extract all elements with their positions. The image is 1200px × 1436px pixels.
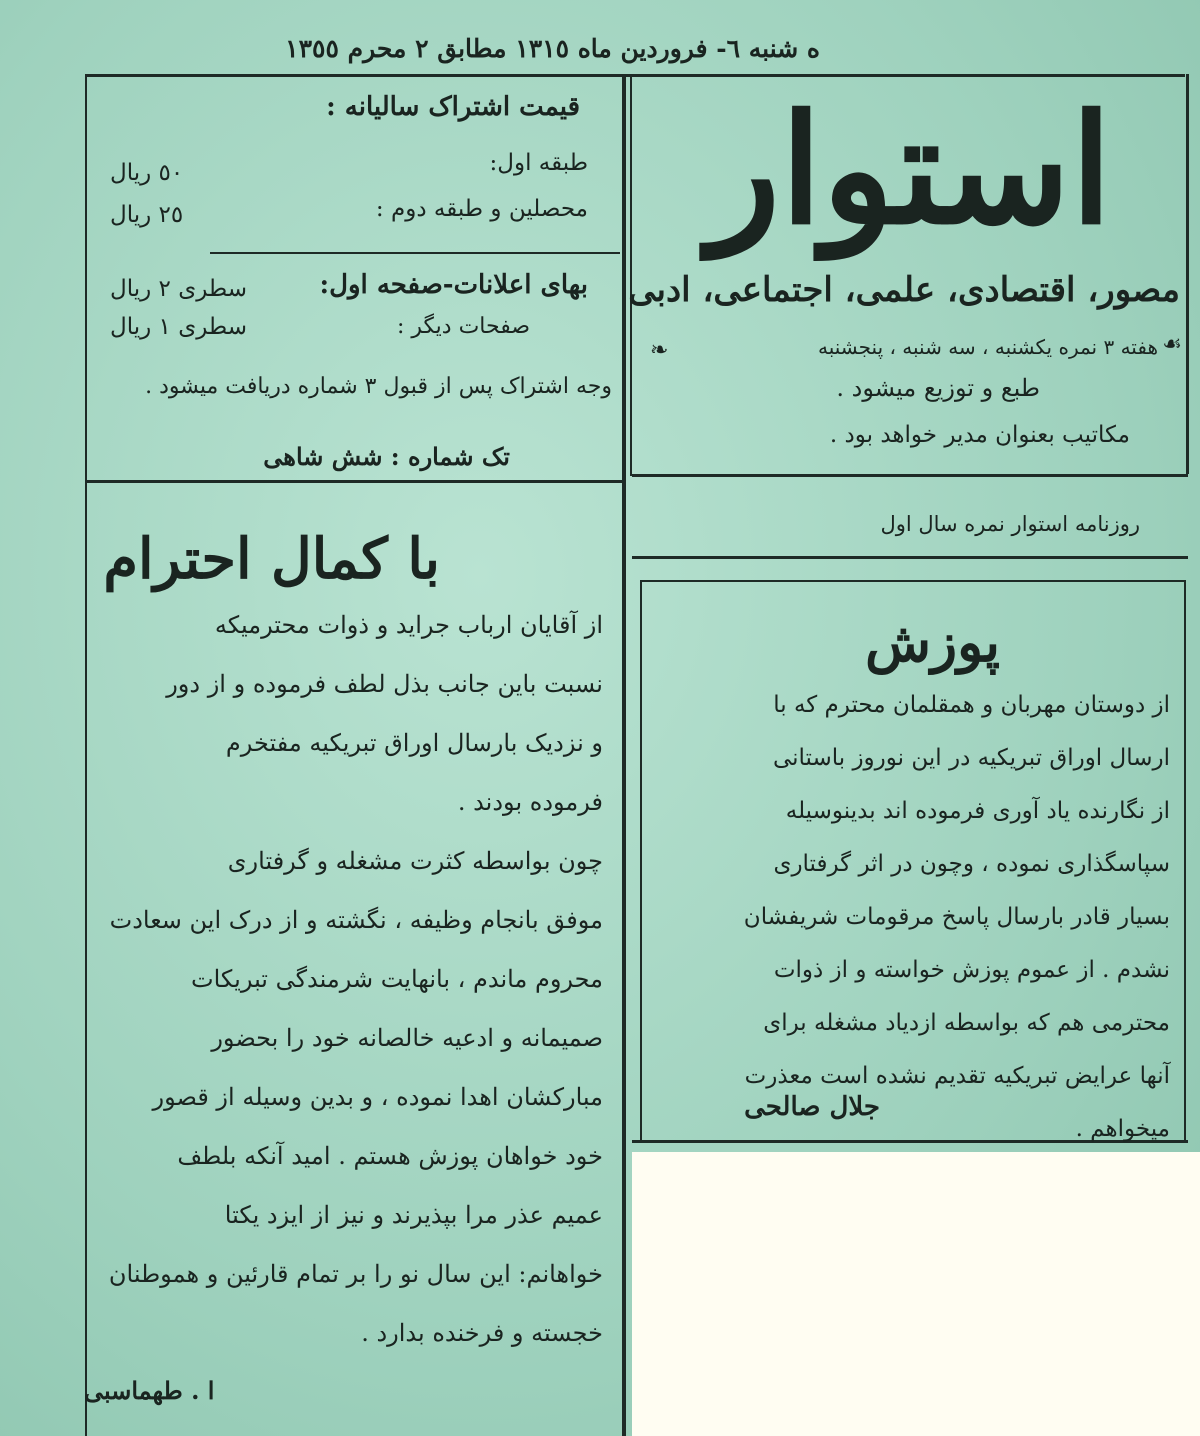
article-line: و نزدیک بارسال اوراق تبریکیه مفتخرم [225,729,603,757]
article-line: موفق بانجام وظیفه ، نگشته و از درک این سعادت [109,906,603,934]
article-line: فرموده بودند . [457,788,603,816]
article-line: آنها عرایض تبریکیه تقدیم نشده است معذرت [744,1063,1170,1089]
tier1-price: ٥٠ ریال [110,160,184,186]
schedule-line-2: طبع و توزیع میشود . [836,374,1040,402]
article-line: سپاسگذاری نموده ، وچون در اثر گرفتاری [773,851,1170,877]
ornament-left-icon: ❧ [650,338,669,363]
left-article-title: با کمال احترام [103,526,440,592]
right-article-body [650,690,1170,1140]
tier1-label: طبقه اول: [489,150,588,176]
tier2-label: محصلین و طبقه دوم : [375,196,588,222]
correspondence-note: مکاتیب بعنوان مدیر خواهد بود . [829,422,1130,448]
article-line: خجسته و فرخنده بدارد . [361,1319,603,1347]
article-line: محترمی هم که بواسطه ازدیاد مشغله برای [763,1010,1170,1036]
article-line: چون بواسطه کثرت مشغله و گرفتاری [227,847,603,875]
article-line: از دوستان مهربان و همقلمان محترم که با [773,692,1170,718]
payment-note: وجه اشتراک پس از قبول ٣ شماره دریافت میشود . [145,374,612,399]
center-vertical-rule [622,76,626,1436]
article-line: ارسال اوراق تبریکیه در این نوروز باستانی [772,745,1170,771]
article-line: میخواهم . [1075,1116,1170,1142]
ads-other-price: سطری ١ ریال [110,314,248,340]
article-line: از نگارنده یاد آوری فرموده اند بدینوسیله [785,798,1170,824]
article-line: از آقایان ارباب جراید و ذوات محترمیکه [214,611,603,639]
ads-other-label: صفحات دیگر : [396,314,530,339]
article-line: نسبت باین جانب بذل لطف فرموده و از دور [166,670,603,698]
issue-line: روزنامه استوار نمره سال اول [880,512,1140,536]
right-article-title: پوزش [865,610,1000,674]
left-article-signature: ا . طهماسبی [84,1376,215,1405]
masthead-subtitle: مصور، اقتصادی، علمی، اجتماعی، ادبی [628,270,1180,310]
issue-line-rule [632,556,1188,559]
apology-box-top [640,580,1186,582]
article-line: بسیار قادر بارسال پاسخ مرقومات شریفشان [743,904,1170,930]
schedule-line-1: هفته ٣ نمره یکشنبه ، سه شنبه ، پنجشنبه [817,335,1158,359]
apology-box-right [1184,580,1186,1140]
apology-box-left [640,580,642,1140]
masthead-title: استوار [707,82,1113,258]
left-article-body [98,610,603,1410]
right-article-signature: جلال صالحی [744,1092,880,1122]
ornament-right-icon: ☙ [1162,332,1182,357]
article-line: محروم ماندم ، بانهایت شرمندگی تبریکات [190,965,603,993]
masthead-bottom-rule [632,474,1188,477]
single-issue-price: تک شماره : شش شاهی [263,442,510,471]
blank-region [632,1152,1200,1436]
article-line: خود خواهان پوزش هستم . امید آنکه بلطف [177,1142,603,1170]
ads-label: بهای اعلانات-صفحه اول: [319,270,588,300]
outer-right-rule [1186,74,1189,474]
dateline: ه شنبه ٦- فروردین ماه ١٣١٥ مطابق ٢ محرم ١٣٥٥ [285,34,820,63]
left-column-edge [85,76,87,1436]
article-line: عمیم عذر مرا بپذیرند و نیز از ایزد یکتا [224,1201,603,1229]
article-line: صمیمانه و ادعیه خالصانه خود را بحضور [211,1024,603,1052]
subscription-heading: قیمت اشتراک سالیانه : [326,92,580,122]
article-line: خواهانم: این سال نو را بر تمام قارئین و هموطنان [108,1260,603,1288]
article-line: مبارکشان اهدا نموده ، و بدین وسیله از قصور [152,1083,603,1111]
subscription-bottom-rule [85,480,622,483]
tier2-price: ٢٥ ریال [110,202,184,228]
article-line: نشدم . از عموم پوزش خواسته و از ذوات [773,957,1170,983]
ads-front-price: سطری ٢ ریال [110,276,248,302]
ads-divider-rule [210,252,620,254]
